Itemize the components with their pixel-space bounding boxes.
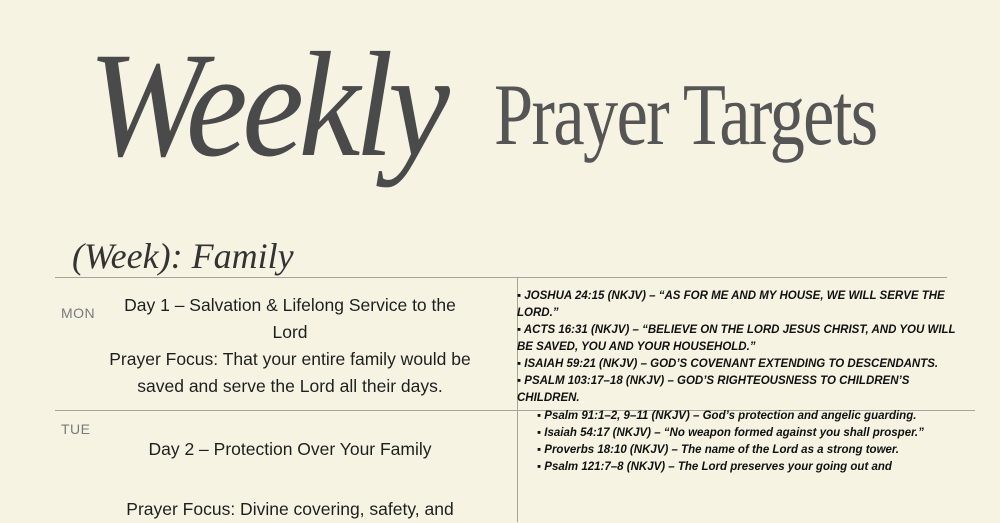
day-2-focus-line1: Prayer Focus: Divine covering, safety, and bbox=[126, 499, 454, 519]
verse-item: ▪ ACTS 16:31 (NKJV) – “BELIEVE ON THE LORD JESUS CHRIST, AND YOU WILL BE SAVED, YOU AND YOUR HOUSEHOLD.” bbox=[517, 324, 956, 353]
day-2-verses bbox=[531, 408, 971, 476]
day-2-title-line1: Day 2 – Protection Over Your Family bbox=[148, 439, 432, 459]
verse-item: ▪ Proverbs 18:10 (NKJV) – The name of the Lord as a strong tower. bbox=[537, 444, 899, 456]
week-heading: (Week): Family bbox=[72, 236, 294, 276]
day-label-tue: TUE bbox=[61, 421, 91, 437]
verse-item: ▪ JOSHUA 24:15 (NKJV) – “AS FOR ME AND MY HOUSE, WE WILL SERVE THE LORD.” bbox=[517, 290, 945, 319]
day-1-focus-line1: Prayer Focus: That your entire family would be bbox=[109, 349, 471, 369]
day-1-title-line2: Lord bbox=[272, 322, 308, 342]
verse-item: ▪ Psalm 121:7–8 (NKJV) – The Lord preserves your going out and bbox=[537, 461, 892, 473]
verse-item: ▪ Isaiah 54:17 (NKJV) – “No weapon formed against you shall prosper.” bbox=[537, 427, 924, 439]
day-2-content bbox=[100, 436, 480, 523]
verse-item: ▪ ISAIAH 59:21 (NKJV) – GOD’S COVENANT EXTENDING TO DESCENDANTS. bbox=[517, 358, 939, 370]
title-weekly: Weekly bbox=[88, 22, 445, 188]
verse-item: ▪ Psalm 91:1–2, 9–11 (NKJV) – God’s protection and angelic guarding. bbox=[537, 410, 917, 422]
day-1-focus-line2: saved and serve the Lord all their days. bbox=[137, 376, 443, 396]
table-top-rule bbox=[55, 277, 947, 278]
day-1-title-line1: Day 1 – Salvation & Lifelong Service to the bbox=[124, 295, 456, 315]
day-label-mon: MON bbox=[61, 305, 96, 321]
day-1-verses bbox=[517, 288, 972, 407]
day-1-content bbox=[100, 292, 480, 400]
title-prayer-targets: Prayer Targets bbox=[494, 67, 877, 164]
verse-item: ▪ PSALM 103:17–18 (NKJV) – GOD’S RIGHTEOUSNESS TO CHILDREN’S CHILDREN. bbox=[517, 375, 910, 404]
